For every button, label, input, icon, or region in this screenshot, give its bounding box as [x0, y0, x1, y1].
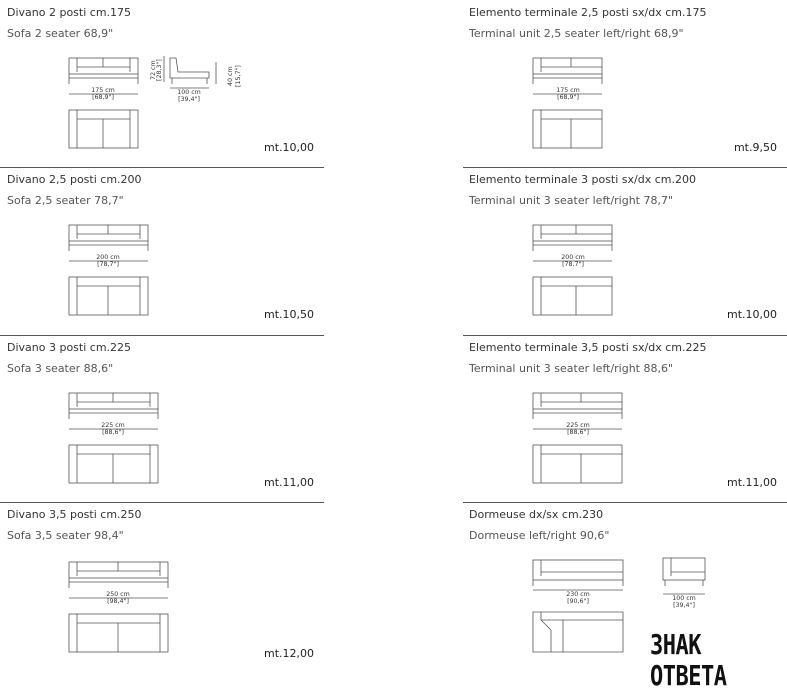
product-title: Dormeuse dx/sx cm.230 — [469, 508, 604, 521]
width-cm-label: 200 cm — [561, 254, 585, 261]
product-price: mt.10,00 — [263, 141, 314, 154]
product-cell — [0, 335, 324, 502]
width-cm-label: 250 cm — [106, 591, 130, 598]
width-in-label: [78,7"] — [97, 261, 119, 268]
product-title: Divano 2 posti cm.175 — [7, 6, 132, 19]
product-cell — [0, 0, 324, 167]
seat-in-label: [15,7"] — [235, 65, 242, 87]
product-subtitle: Dormeuse left/right 90,6" — [469, 529, 610, 542]
product-cell — [0, 167, 324, 334]
product-subtitle: Terminal unit 3 seater left/right 88,6" — [469, 362, 674, 375]
seat-cm-label: 40 cm — [227, 66, 234, 86]
product-price: mt.10,00 — [726, 308, 777, 321]
product-cell — [463, 167, 787, 334]
width-cm-label: 175 cm — [556, 87, 580, 94]
product-title: Elemento terminale 3,5 posti sx/dx cm.225 — [469, 341, 707, 354]
width-in-label: [68,9"] — [92, 94, 114, 101]
sofa-drawing — [0, 502, 324, 669]
height-in-label: [28,3"] — [156, 59, 163, 81]
width-cm-label: 225 cm — [101, 422, 125, 429]
width-in-label: [88,6"] — [102, 429, 124, 436]
product-subtitle: Sofa 3 seater 88,6" — [7, 362, 114, 375]
depth-cm-label: 100 cm — [177, 89, 201, 96]
width-cm-label: 230 cm — [566, 591, 590, 598]
product-cell — [0, 502, 324, 669]
width-cm-label: 225 cm — [566, 422, 590, 429]
product-cell — [463, 335, 787, 502]
height-cm-label: 72 cm — [150, 60, 157, 80]
product-price: mt.9,50 — [733, 141, 777, 154]
width-in-label: [90,6"] — [567, 598, 589, 605]
product-price: mt.10,50 — [263, 308, 314, 321]
product-title: Divano 2,5 posti cm.200 — [7, 173, 142, 186]
product-price: mt.11,00 — [263, 476, 314, 489]
product-subtitle: Sofa 2 seater 68,9" — [7, 27, 114, 40]
width-cm-label: 175 cm — [91, 87, 115, 94]
width-in-label: [98,4"] — [107, 598, 129, 605]
width-in-label: [88,6"] — [567, 429, 589, 436]
product-price: mt.12,00 — [263, 647, 314, 660]
product-title: Elemento terminale 3 posti sx/dx cm.200 — [469, 173, 696, 186]
width-cm-label: 200 cm — [96, 254, 120, 261]
depth-in-label: [39,4"] — [673, 602, 695, 609]
product-title: Elemento terminale 2,5 posti sx/dx cm.175 — [469, 6, 707, 19]
width-in-label: [68,9"] — [557, 94, 579, 101]
product-cell — [463, 0, 787, 167]
product-title: Divano 3,5 posti cm.250 — [7, 508, 142, 521]
product-subtitle: Sofa 3,5 seater 98,4" — [7, 529, 124, 542]
product-subtitle: Sofa 2,5 seater 78,7" — [7, 194, 124, 207]
product-price: mt.11,00 — [726, 476, 777, 489]
product-subtitle: Terminal unit 3 seater left/right 78,7" — [469, 194, 674, 207]
watermark: ЗНАК ОТВЕТА — [648, 630, 787, 693]
depth-cm-label: 100 cm — [672, 595, 696, 602]
product-subtitle: Terminal unit 2,5 seater left/right 68,9" — [469, 27, 684, 40]
product-title: Divano 3 posti cm.225 — [7, 341, 132, 354]
width-in-label: [78,7"] — [562, 261, 584, 268]
depth-in-label: [39,4"] — [178, 96, 200, 103]
